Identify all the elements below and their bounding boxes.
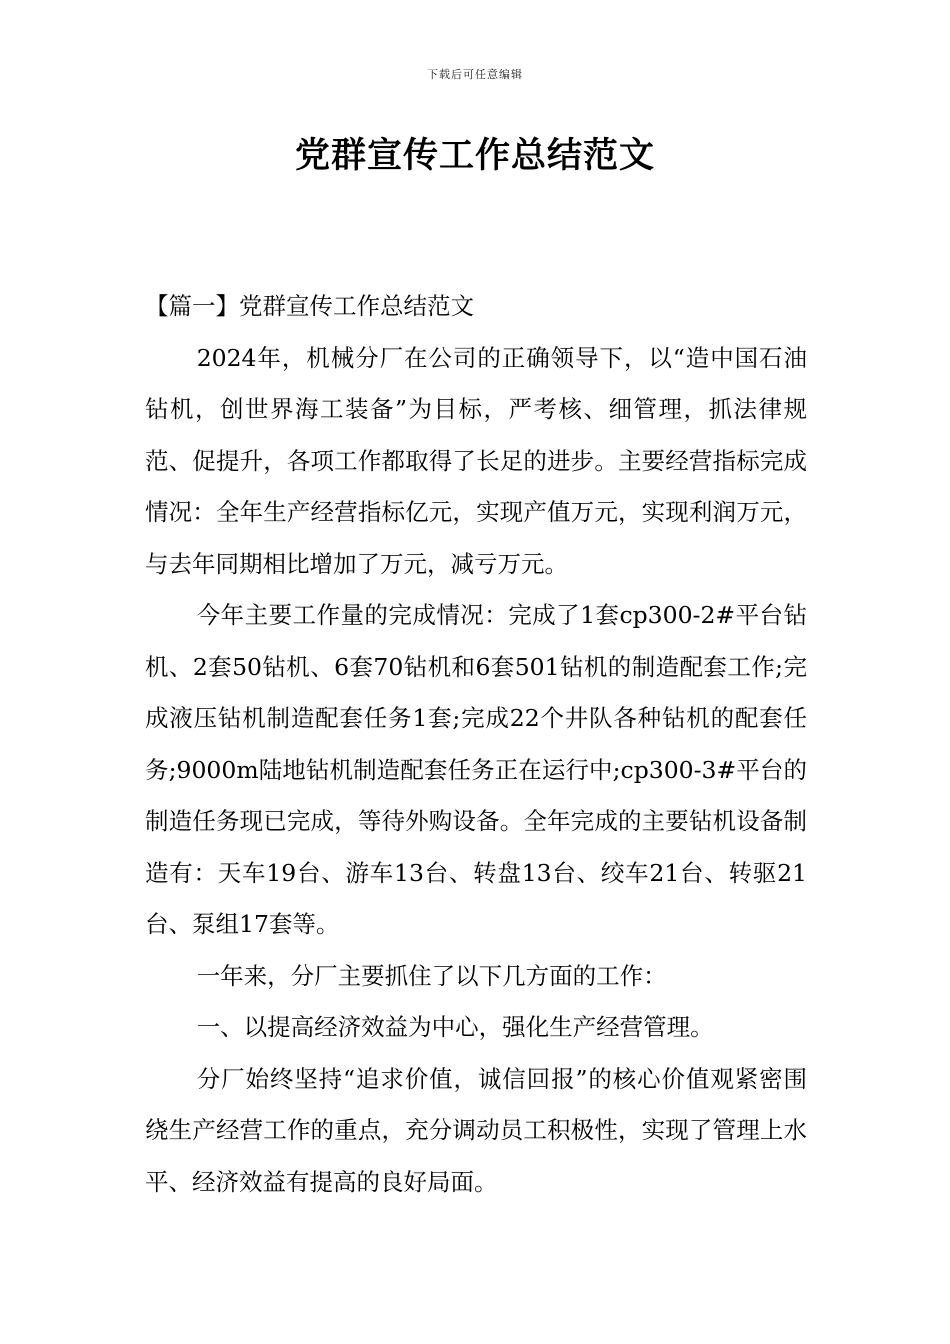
paragraph-point-one: 一、以提高经济效益为中心，强化生产经营管理。 (196, 1013, 714, 1041)
header-note: 下载后可任意编辑 (427, 68, 523, 81)
section-heading: 【篇一】党群宣传工作总结范文 (145, 292, 474, 320)
document-title: 党群宣传工作总结范文 (294, 136, 655, 176)
paragraph-workload: 今年主要工作量的完成情况：完成了1套cp300-2#平台钻机、2套50钻机、6套70钻机和6套501钻机的制造配套工作;完成液压钻机制造配套任务1套;完成22个井队各种钻机的配套任务;9000m陆地钻机制造配套任务正在运行中;cp300-3#平台的制造任务现已完成，等待外购设备。全年完成的主要钻机设备制造有：天车19台、游车13台、转盘13台、绞车21台、转驱21台、泵组17套等。 (145, 601, 807, 938)
paragraph-intro: 一年来，分厂主要抓住了以下几方面的工作： (196, 961, 667, 990)
paragraph-summary: 2024年，机械分厂在公司的正确领导下，以“造中国石油钻机，创世界海工装备”为目标，严考核、细管理，抓法律规范、促提升，各项工作都取得了长足的进步。主要经营指标完成情况：全年生产经营指标亿元，实现产值万元，实现利润万元，与去年同期相比增加了万元，减亏万元。 (145, 343, 807, 578)
document-body (145, 281, 807, 1208)
paragraph-values: 分厂始终坚持“追求价值，诚信回报”的核心价值观紧密围绕生产经营工作的重点，充分调动员工积极性，实现了管理上水平、经济效益有提高的良好局面。 (145, 1064, 807, 1196)
